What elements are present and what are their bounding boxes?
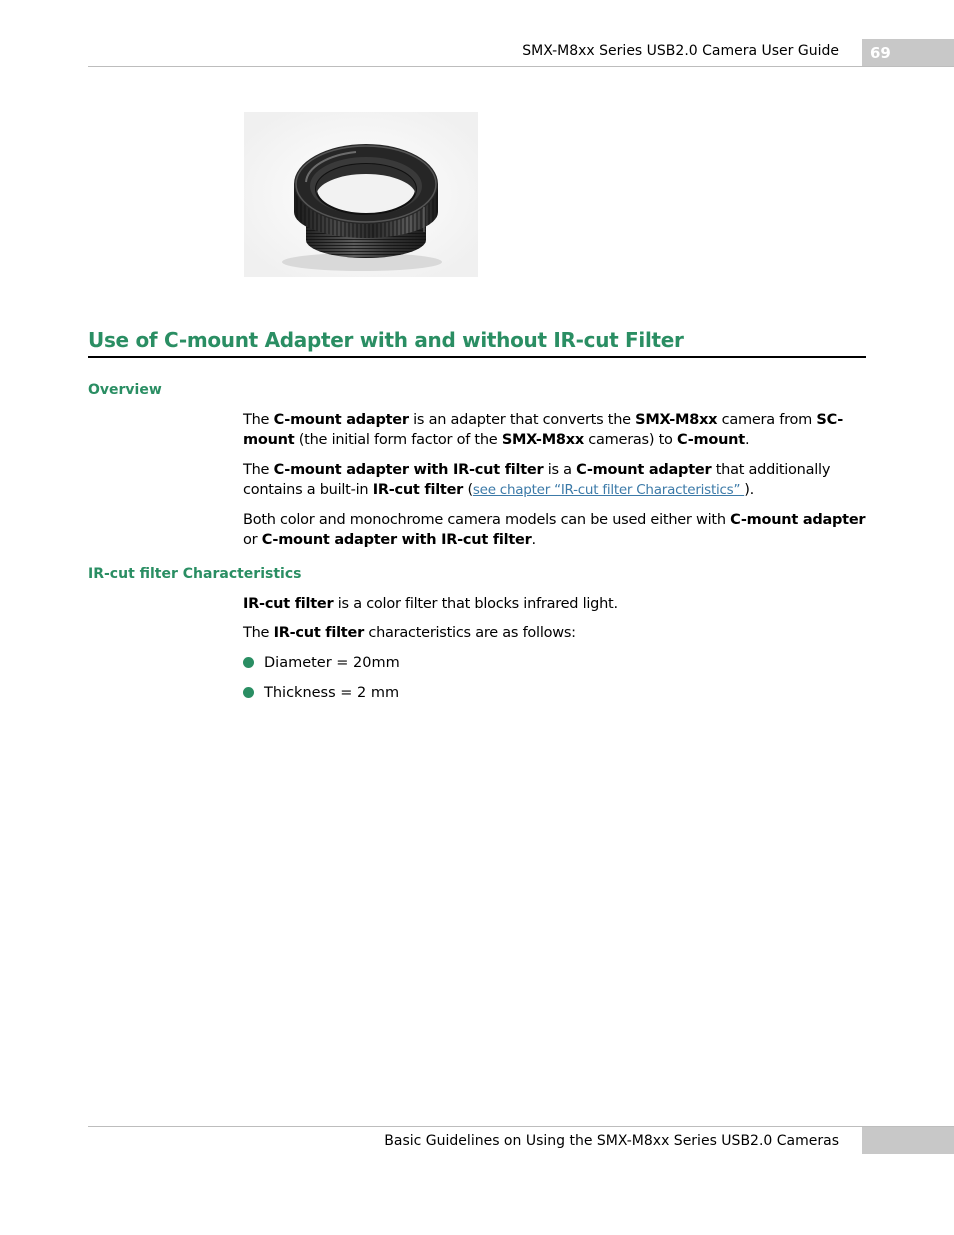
list-item: Thickness = 2 mm	[243, 683, 399, 703]
footer-divider	[88, 1126, 954, 1127]
footer-title: Basic Guidelines on Using the SMX-M8xx Series USB2.0 Cameras	[384, 1133, 839, 1149]
c-mount-adapter-ring-photo	[244, 112, 478, 277]
ir-cut-heading: IR-cut filter Characteristics	[88, 566, 302, 582]
ir-cut-paragraph-2: The IR-cut filter characteristics are as follows:	[243, 625, 576, 641]
page-number-box	[862, 39, 954, 67]
header-divider	[88, 66, 954, 67]
footer-band	[862, 1127, 954, 1154]
ir-cut-paragraph-1: IR-cut filter is a color filter that blocks infrared light.	[243, 596, 618, 612]
overview-heading: Overview	[88, 382, 162, 398]
overview-paragraph-3: Both color and monochrome camera models can be used either with C-mount adapter or C-mount adapter with IR-cut filter.	[243, 512, 866, 548]
overview-paragraph-1: The C-mount adapter is an adapter that converts the SMX-M8xx camera from SC-mount (the initial form factor of the SMX-M8xx cameras) to C-mount.	[243, 412, 844, 448]
ir-cut-chapter-link[interactable]: see chapter “IR-cut filter Characteristics”	[472, 482, 745, 498]
bullet-dot-icon	[243, 657, 254, 668]
adapter-ring-illustration	[244, 112, 478, 277]
bullet-dot-icon	[243, 687, 254, 698]
list-item: Diameter = 20mm	[243, 653, 400, 673]
header-title: SMX-M8xx Series USB2.0 Camera User Guide	[522, 43, 839, 59]
page-number: 69	[870, 44, 891, 62]
section-title: Use of C-mount Adapter with and without IR-cut Filter	[88, 328, 684, 352]
section-divider	[88, 356, 866, 358]
overview-paragraph-2: The C-mount adapter with IR-cut filter is a C-mount adapter that additionally contains a built-in IR-cut filter (see chapter “IR-cut filter Characteristics” ).	[243, 462, 831, 498]
